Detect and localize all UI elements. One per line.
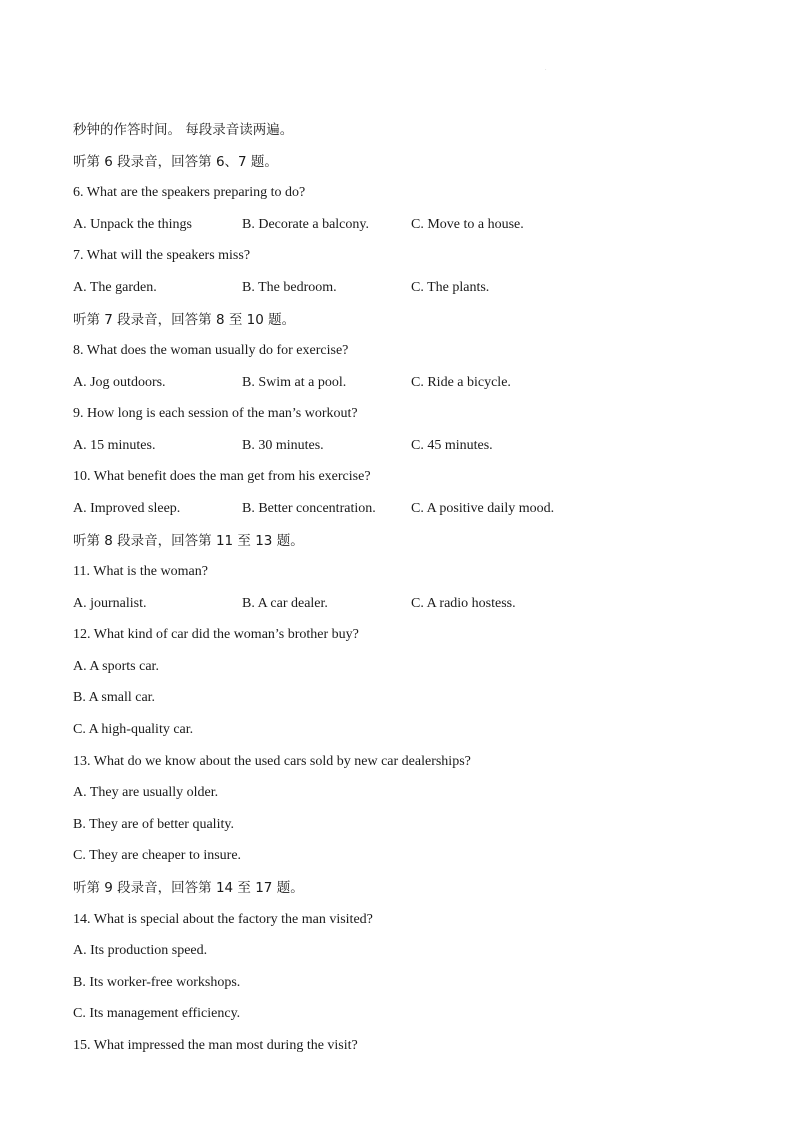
section-instruction: 听第 8 段录音，回答第 11 至 13 题。: [73, 532, 304, 549]
question-text: 9. How long is each session of the man’s workout?: [73, 406, 358, 422]
option-line: B. They are of better quality.: [73, 816, 234, 832]
question-text: 8. What does the woman usually do for exercise?: [73, 343, 349, 359]
option-line: C. A high-quality car.: [73, 722, 194, 737]
option-row: [73, 595, 673, 613]
option-c: C. Move to a house.: [411, 216, 524, 232]
question-text: 11. What is the woman?: [73, 564, 208, 580]
option-b: B. The bedroom.: [242, 279, 337, 295]
option-b: B. A car dealer.: [242, 595, 328, 611]
option-line: A. They are usually older.: [73, 785, 219, 801]
option-b: B. Better concentration.: [242, 501, 376, 516]
question-text: 6. What are the speakers preparing to do?: [73, 185, 306, 201]
question-text: 12. What kind of car did the woman’s brother buy?: [73, 627, 359, 643]
option-c: C. The plants.: [411, 279, 490, 295]
question-text: 13. What do we know about the used cars sold by new car dealerships?: [73, 753, 471, 769]
option-row: [73, 500, 673, 518]
option-b: B. Decorate a balcony.: [242, 216, 369, 232]
option-c: C. A radio hostess.: [411, 595, 516, 611]
question-text: 15. What impressed the man most during the visit?: [73, 1037, 358, 1053]
option-a: A. journalist.: [73, 595, 147, 611]
option-a: A. Unpack the things: [73, 216, 192, 232]
option-a: A. Jog outdoors.: [73, 374, 166, 390]
option-line: A. Its production speed.: [73, 943, 208, 959]
option-a: A. The garden.: [73, 279, 157, 295]
option-c: C. A positive daily mood.: [411, 501, 555, 516]
option-row: [73, 216, 673, 234]
option-row: [73, 374, 673, 392]
option-line: C. They are cheaper to insure.: [73, 848, 242, 864]
corner-mark: .: [545, 66, 547, 72]
question-text: 10. What benefit does the man get from his exercise?: [73, 469, 371, 485]
section-instruction: 秒钟的作答时间。 每段录音读两遍。: [73, 122, 294, 138]
option-a: A. 15 minutes.: [73, 437, 156, 453]
option-b: B. Swim at a pool.: [242, 374, 347, 390]
option-row: [73, 437, 673, 455]
option-c: C. 45 minutes.: [411, 437, 493, 453]
section-instruction: 听第 6 段录音，回答第 6、7 题。: [73, 153, 278, 170]
option-line: B. Its worker-free workshops.: [73, 974, 241, 990]
option-c: C. Ride a bicycle.: [411, 374, 511, 390]
option-line: B. A small car.: [73, 690, 156, 706]
question-text: 14. What is special about the factory the man visited?: [73, 911, 373, 927]
option-row: [73, 279, 673, 297]
question-text: 7. What will the speakers miss?: [73, 248, 251, 264]
option-line: C. Its management efficiency.: [73, 1006, 241, 1022]
section-instruction: 听第 7 段录音，回答第 8 至 10 题。: [73, 311, 296, 328]
option-line: A. A sports car.: [73, 658, 159, 674]
option-b: B. 30 minutes.: [242, 437, 324, 453]
option-a: A. Improved sleep.: [73, 501, 181, 516]
section-instruction: 听第 9 段录音，回答第 14 至 17 题。: [73, 879, 304, 896]
